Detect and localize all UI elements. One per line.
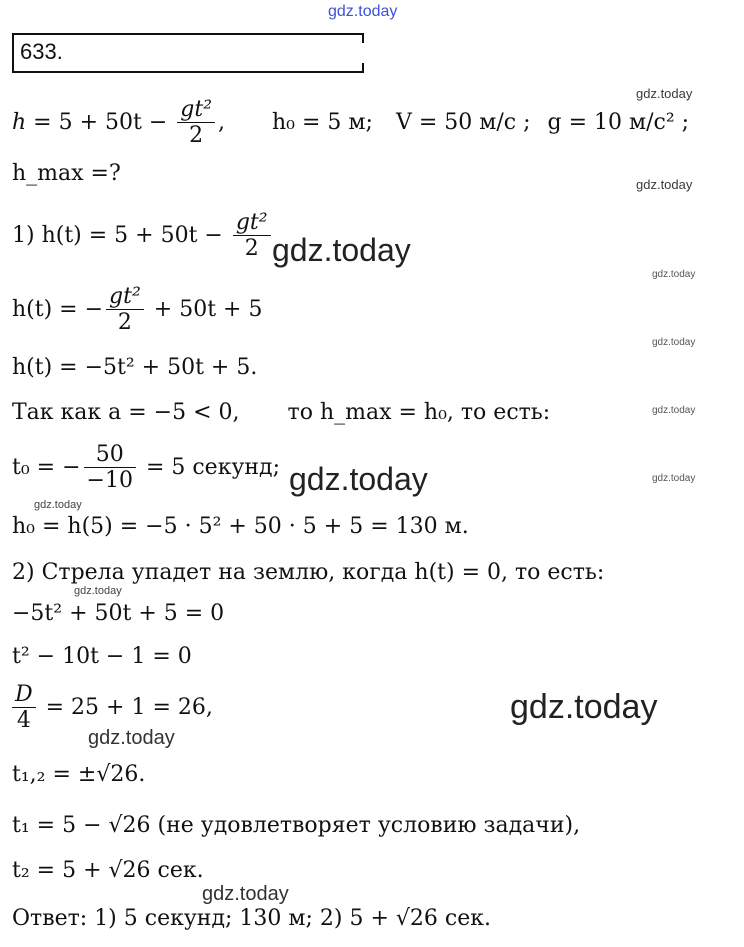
- watermark: gdz.today: [202, 883, 289, 905]
- watermark: gdz.today: [289, 461, 428, 497]
- watermark: gdz.today: [88, 727, 175, 749]
- step2-line-c: t² − 10t − 1 = 0: [12, 644, 192, 669]
- step1-line-f: h₀ = h(5) = −5 · 5² + 50 · 5 + 5 = 130 м.: [12, 514, 469, 539]
- watermark: gdz.today: [510, 688, 658, 726]
- watermark: gdz.today: [636, 86, 693, 101]
- watermark-top: gdz.today: [328, 3, 398, 20]
- step1-line-c: h(t) = −5t² + 50t + 5.: [12, 355, 258, 380]
- find-line: h_max =?: [12, 161, 121, 186]
- watermark: gdz.today: [272, 232, 411, 268]
- step1-line-d: Так как a = −5 < 0, то h_max = h₀, то есть:: [12, 400, 551, 425]
- watermark: gdz.today: [652, 337, 696, 348]
- step2-line-f: t₁ = 5 − √26 (не удовлетворяет условию задачи),: [12, 813, 581, 838]
- task-number: 633.: [20, 39, 63, 64]
- given-v: V = 50 м/с ;: [395, 109, 531, 135]
- given-line: h = 5 + 50t − $\frac{\text{gt²}}{2}$ , h₀ = 5 м; V = 50 м/с ; g = 10 м/с² ;: [12, 97, 690, 149]
- given-g: g = 10 м/с² ;: [547, 109, 690, 135]
- watermark: gdz.today: [74, 585, 122, 597]
- watermark: gdz.today: [34, 499, 82, 511]
- task-number-box: [12, 33, 362, 73]
- answer-line: Ответ: 1) 5 секунд; 130 м; 2) 5 + √26 сек.: [12, 906, 491, 931]
- step2-line-a: 2) Стрела упадет на землю, когда h(t) = 0, то есть:: [12, 560, 605, 585]
- step2-line-e: t₁,₂ = ±√26.: [12, 762, 146, 787]
- watermark: gdz.today: [652, 405, 696, 416]
- step2-line-d: $\frac{D}{4}$ = 25 + 1 = 26,: [12, 682, 213, 734]
- watermark: gdz.today: [636, 177, 693, 192]
- step1-line-e: t₀ = − $\frac{50}{-10}$ = 5 секунд;: [12, 442, 281, 494]
- given-h0: h₀ = 5 м;: [272, 109, 373, 135]
- step2-line-b: −5t² + 50t + 5 = 0: [12, 601, 225, 626]
- watermark: gdz.today: [652, 473, 696, 484]
- step2-line-g: t₂ = 5 + √26 сек.: [12, 858, 204, 883]
- step1-line-b: h(t) = − $\frac{\text{gt²}}{2}$ + 50t + 5: [12, 284, 263, 336]
- step1-line-a: 1) h(t) = 5 + 50t − $\frac{\text{gt²}}{2}$: [12, 210, 274, 262]
- watermark: gdz.today: [652, 269, 696, 280]
